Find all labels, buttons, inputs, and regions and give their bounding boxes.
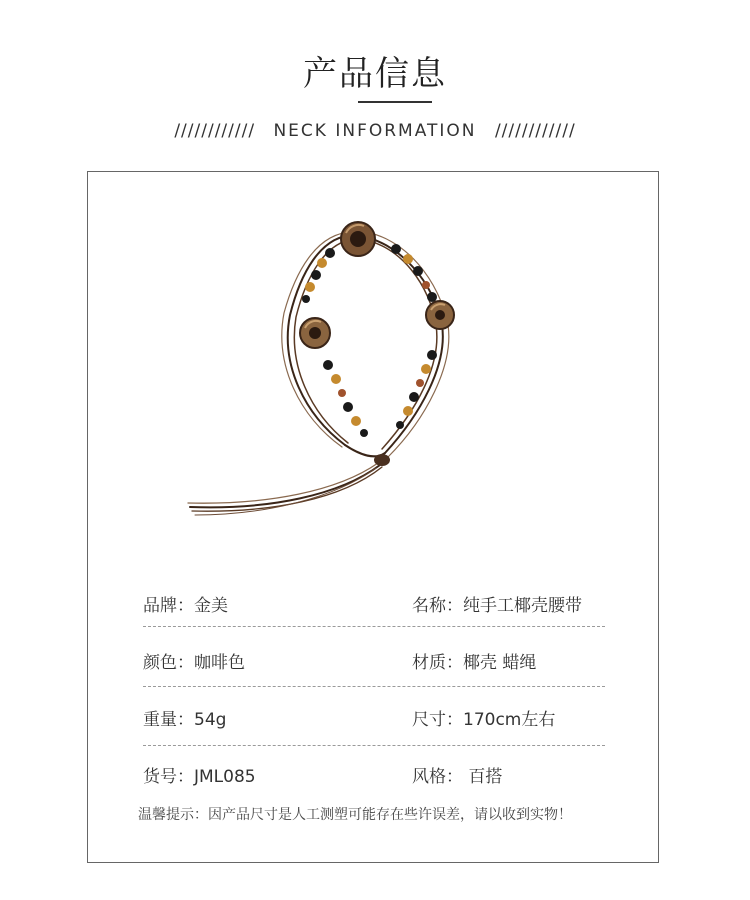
spec-size: 尺寸：170cm左右 (412, 710, 556, 730)
warm-tip-note: 温馨提示：因产品尺寸是人工测塑可能存在些许误差，请以收到实物！ (138, 807, 572, 823)
spec-row (143, 705, 605, 745)
spec-row (143, 648, 605, 688)
title-underline (358, 101, 432, 103)
slashes-right: //////////// (494, 121, 576, 141)
row-divider (143, 745, 605, 746)
spec-row (143, 591, 605, 631)
section-subtitle (0, 121, 750, 141)
page-title: 产品信息 (303, 54, 447, 94)
coconut-disc (341, 222, 375, 256)
knot (374, 454, 390, 466)
spec-row (143, 762, 605, 802)
row-divider (143, 686, 605, 687)
spec-material: 材质：椰壳 蜡绳 (412, 653, 537, 673)
spec-style: 风格： 百搭 (412, 767, 503, 787)
spec-weight: 重量：54g (143, 710, 227, 730)
coconut-disc (426, 301, 454, 329)
slashes-left: //////////// (174, 121, 256, 141)
row-divider (143, 626, 605, 627)
spec-name: 名称：纯手工椰壳腰带 (412, 596, 582, 616)
spec-brand: 品牌：金美 (143, 596, 228, 616)
spec-color: 颜色：咖啡色 (143, 653, 245, 673)
subtitle-text: NECK INFORMATION (273, 121, 477, 141)
coconut-disc (300, 318, 330, 348)
product-image (170, 215, 470, 525)
spec-item-number: 货号：JML085 (143, 767, 256, 787)
